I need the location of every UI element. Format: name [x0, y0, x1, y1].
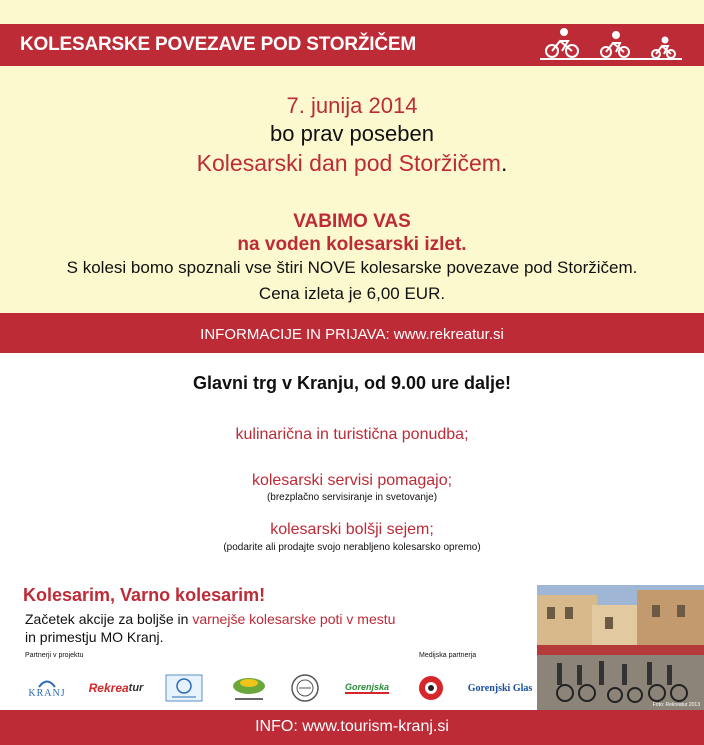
campaign-text-b: varnejše kolesarske poti v mestu [192, 611, 396, 627]
event-photo [537, 585, 704, 710]
program-item-market: kolesarski bolšji sejem; [270, 521, 434, 538]
info-link[interactable]: INFORMACIJE IN PRIJAVA: www.rekreatur.si [200, 326, 504, 343]
campaign-title: Kolesarim, Varno kolesarim! [23, 585, 266, 605]
gorenjska-logo [341, 672, 393, 704]
campaign-text [25, 610, 395, 646]
photo-credit: Foto: Rekreatur 2013 [652, 702, 700, 708]
preddvor-crest-icon [229, 673, 269, 703]
program-item-service-note: (brezplačno servisiranje in svetovanje) [266, 492, 438, 503]
program-item-service: kolesarski servisi pomagajo; [251, 472, 453, 489]
gorenjski-glas-text: Gorenjski Glas [467, 682, 533, 694]
footer-info-link[interactable]: INFO: www.tourism-kranj.si [255, 718, 449, 735]
rekreatur-logo [86, 672, 146, 704]
radio-logo [416, 672, 446, 704]
invite-subtitle: na voden kolesarski izlet. [237, 234, 467, 255]
info-bar [0, 313, 704, 353]
gorenjska-logo-text: Gorenjska [344, 682, 390, 692]
event-location: Glavni trg v Kranju, od 9.00 ure dalje! [192, 373, 512, 393]
rekreatur-logo-text-2: tur [128, 682, 144, 694]
price-text: Cena izleta je 6,00 EUR. [258, 284, 446, 303]
cyclists-icon [540, 27, 682, 61]
intro-line: bo prav poseben [270, 121, 434, 146]
header-band [0, 24, 704, 66]
seal-icon [290, 673, 320, 703]
gorenjski-glas-logo [464, 672, 536, 704]
radio-icon [417, 673, 445, 703]
town-square-photo [537, 585, 704, 710]
intro-event-name [0, 150, 704, 177]
ministry-logo [163, 672, 205, 704]
kranj-crest-icon [38, 678, 56, 688]
footer-band [0, 710, 704, 745]
kranj-logo-text: KRANJ [28, 687, 66, 699]
campaign-text-c: in primestju MO Kranj. [25, 629, 164, 645]
rekreatur-logo-text: Rekrea [88, 681, 129, 695]
seal-logo [288, 672, 322, 704]
event-date: 7. junija 2014 [286, 93, 418, 118]
media-partners-label: Medijska partnerja [419, 652, 477, 659]
invite-title: VABIMO VAS [293, 211, 411, 232]
program-item-market-note: (podarite ali prodajte svojo nerabljeno kolesarsko opremo) [223, 542, 481, 553]
event-name-period: . [500, 150, 508, 176]
event-name: Kolesarski dan pod Storžičem [196, 150, 501, 176]
campaign-text-a: Začetek akcije za boljše in [25, 611, 193, 627]
kranj-logo [25, 672, 69, 704]
preddvor-logo [228, 672, 270, 704]
partners-label: Partnerji v projektu [25, 652, 84, 659]
ministry-crest-icon [164, 673, 204, 703]
header-title: KOLESARSKE POVEZAVE POD STORŽIČEM [20, 34, 416, 55]
program-item-food: kulinarična in turistična ponudba; [235, 426, 469, 443]
invite-text: S kolesi bomo spoznali vse štiri NOVE kolesarske povezave pod Storžičem. [66, 258, 638, 277]
